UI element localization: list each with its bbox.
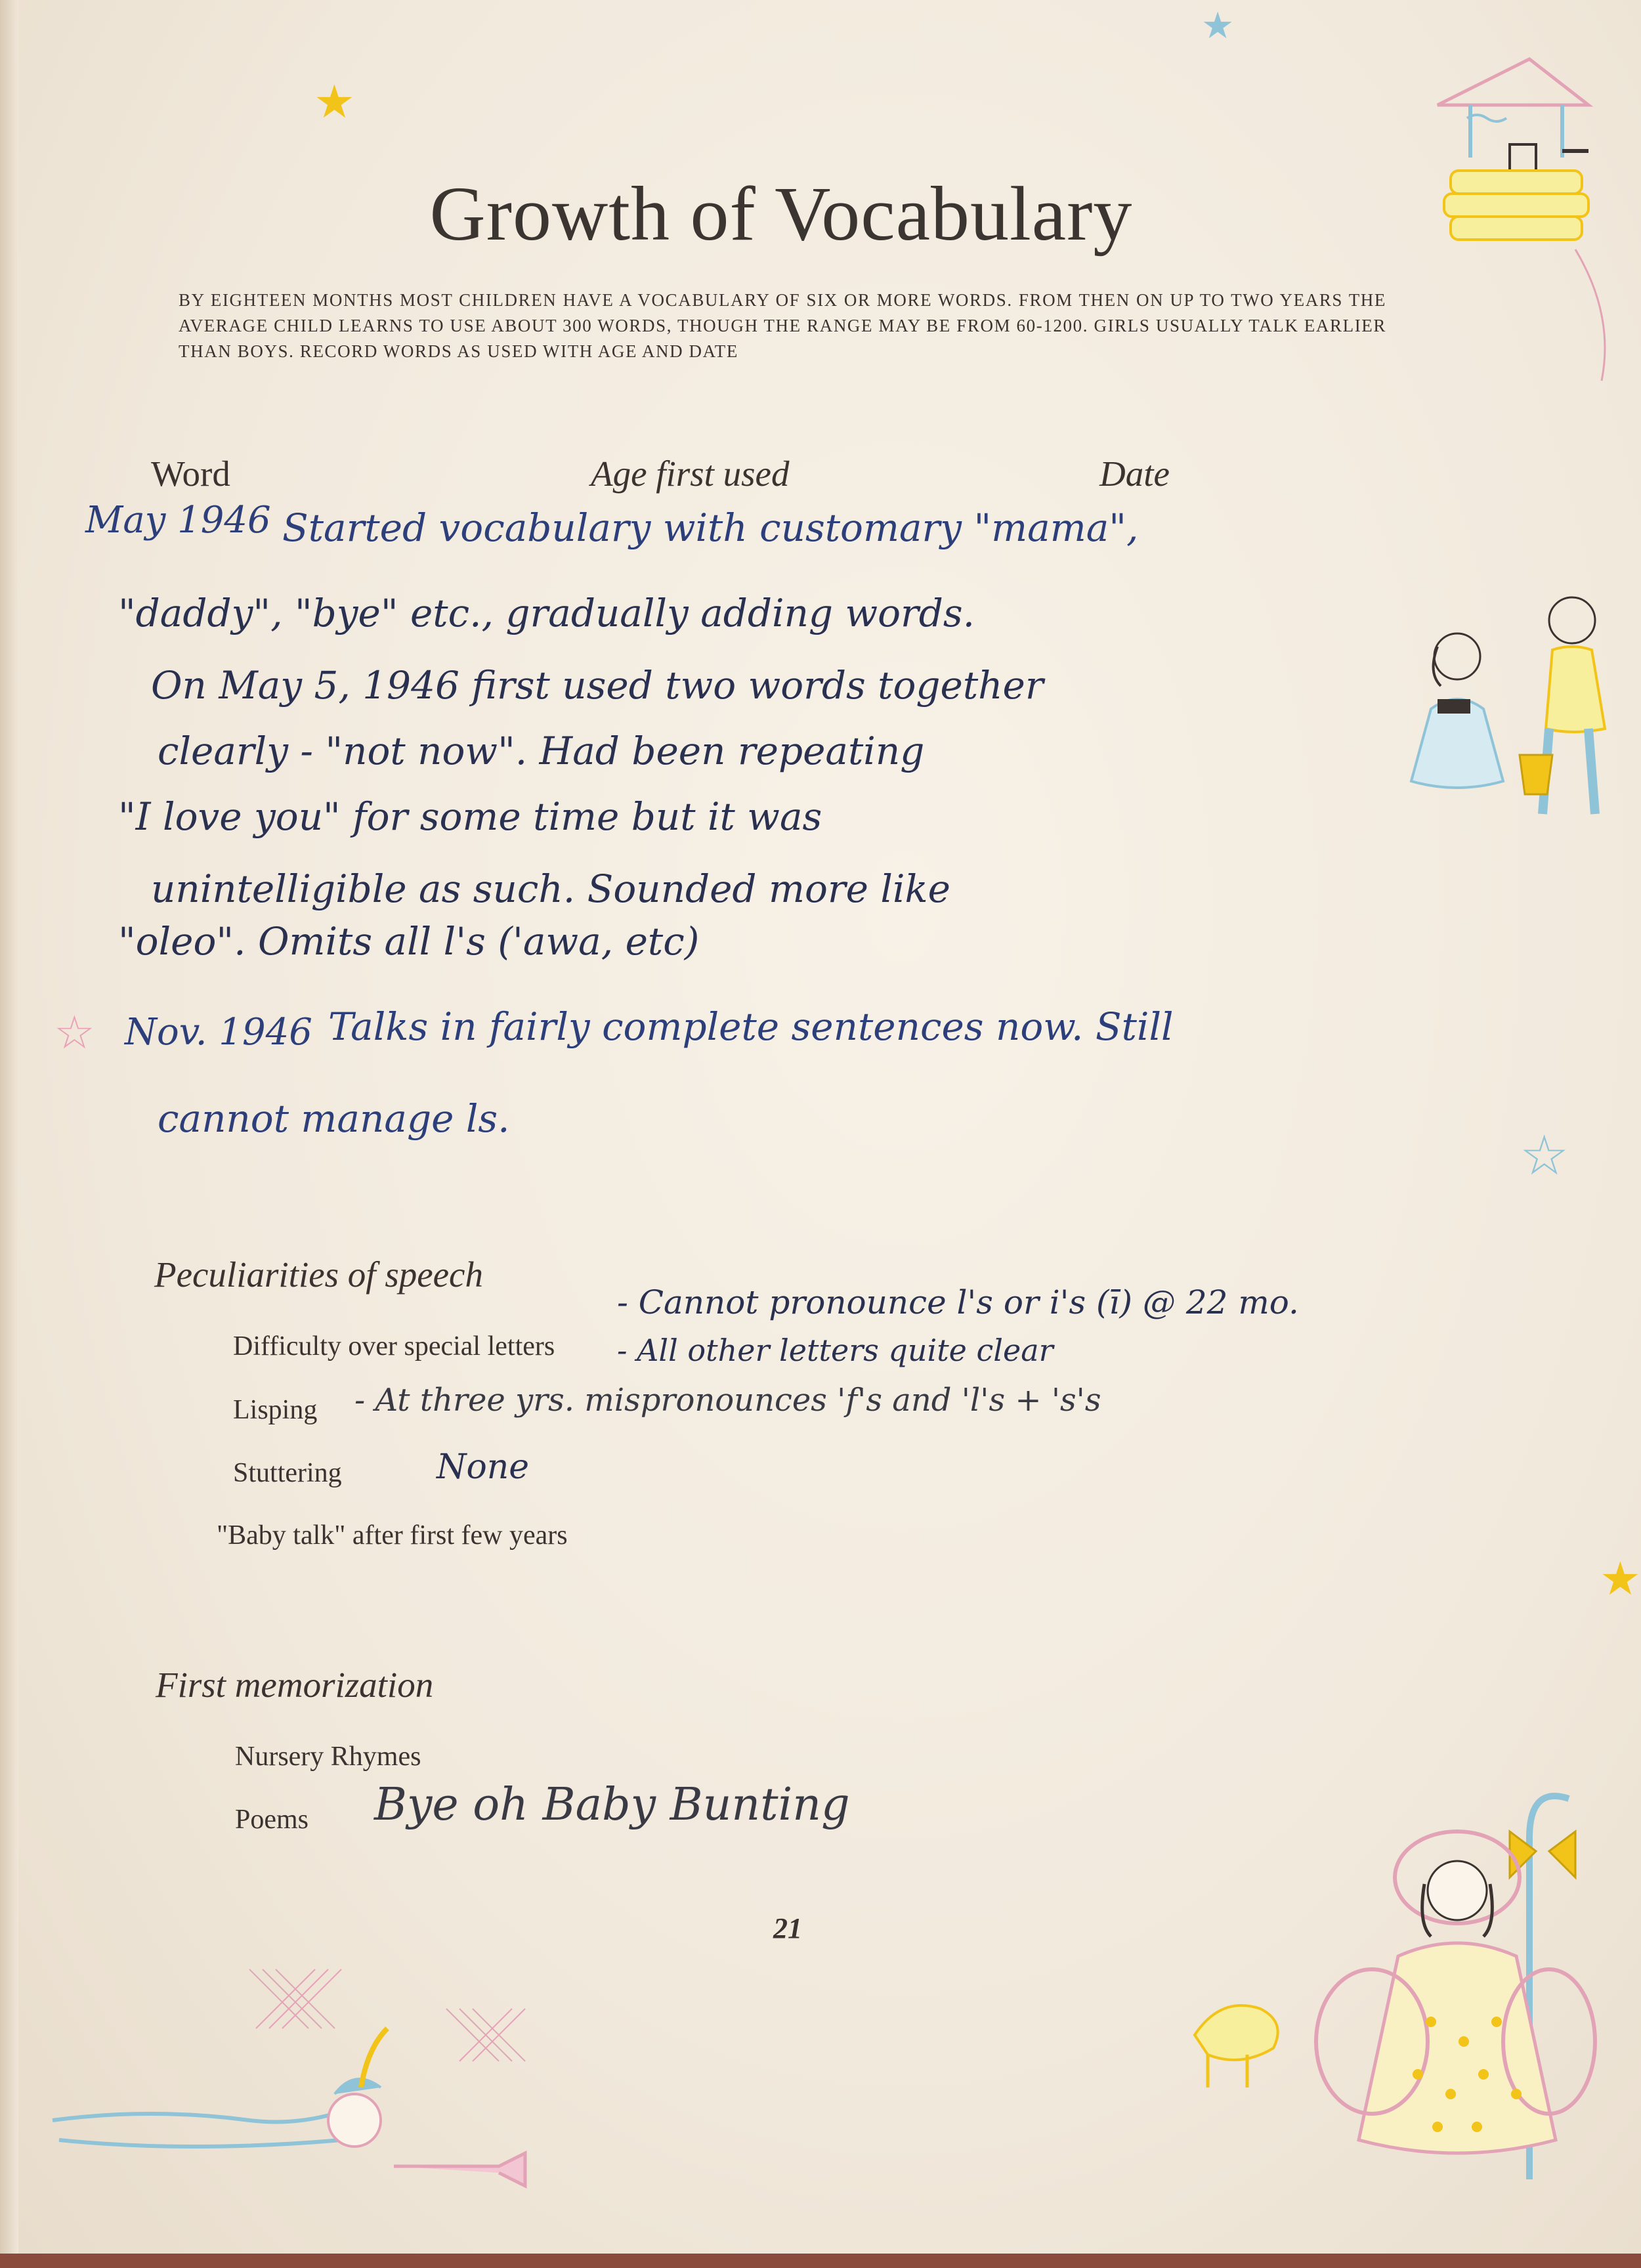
handwritten-line: cannot manage ls. [158, 1096, 510, 1141]
intro-paragraph: BY EIGHTEEN MONTHS MOST CHILDREN HAVE A VOCABULARY OF SIX OR MORE WORDS. FROM THEN ON UP TO TWO YEARS THE AVERAGE CHILD LEARNS TO USE ABOUT 300 WORDS, THOUGH THE RANGE MAY BE FROM 60-1200. GIRLS USUALLY TALK EARLIER THAN BOYS. RECORD WORDS AS USED WITH AGE AND DATE [179, 290, 1386, 361]
handwritten-answer: None [437, 1447, 530, 1487]
handwritten-line: "oleo". Omits all l's ('awa, etc) [118, 919, 700, 964]
section-heading-memorization: First memorization [156, 1665, 434, 1705]
blue-outline-star-icon: ☆ [1520, 1126, 1569, 1187]
handwritten-line: unintelligible as such. Sounded more like [151, 867, 950, 911]
handwritten-line: "I love you" for some time but it was [118, 794, 822, 839]
blue-star-icon: ★ [1201, 6, 1235, 47]
handwritten-line: On May 5, 1946 first used two words together [151, 663, 1044, 708]
handwritten-line: Started vocabulary with customary "mama", [282, 505, 1139, 550]
yellow-star-icon: ★ [1600, 1554, 1641, 1605]
stuttering-label: Stuttering [233, 1458, 342, 1488]
handwritten-date: May 1946 [85, 499, 271, 542]
section-heading-peculiarities: Peculiarities of speech [154, 1254, 483, 1294]
column-header-word: Word [151, 454, 230, 494]
yellow-star-icon: ★ [314, 77, 355, 128]
handwritten-answer: Bye oh Baby Bunting [374, 1779, 850, 1831]
column-header-date: Date [1099, 454, 1170, 494]
handwritten-answer: - Cannot pronounce l's or i's (ī) @ 22 mo. [617, 1283, 1299, 1321]
handwritten-date: Nov. 1946 [125, 1011, 312, 1054]
jack-and-jill-illustration [1392, 584, 1628, 847]
bo-peep-illustration [1182, 1786, 1602, 2219]
page-number: 21 [773, 1912, 802, 1944]
baby-talk-label: "Baby talk" after first few years [217, 1520, 568, 1551]
column-header-age: Age first used [591, 454, 790, 494]
handwritten-answer: - At three yrs. mispronounces 'f's and 'l's + 's's [354, 1382, 1101, 1419]
handwritten-line: Talks in fairly complete sentences now. Still [328, 1004, 1174, 1049]
pink-outline-star-icon: ☆ [54, 1008, 95, 1059]
page-spine-shadow [0, 0, 18, 2268]
handwritten-line: clearly - "not now". Had been repeating [158, 729, 925, 773]
little-boy-blue-illustration [39, 1969, 617, 2225]
lisping-label: Lisping [233, 1395, 318, 1425]
handwritten-answer: - All other letters quite clear [617, 1333, 1054, 1368]
handwritten-line: "daddy", "bye" etc., gradually adding words. [118, 591, 975, 635]
poems-label: Poems [235, 1805, 309, 1835]
difficulty-label: Difficulty over special letters [233, 1331, 555, 1361]
nursery-rhymes-label: Nursery Rhymes [235, 1742, 421, 1772]
page-title: Growth of Vocabulary [429, 171, 1133, 257]
page-bottom-edge [0, 2254, 1641, 2268]
